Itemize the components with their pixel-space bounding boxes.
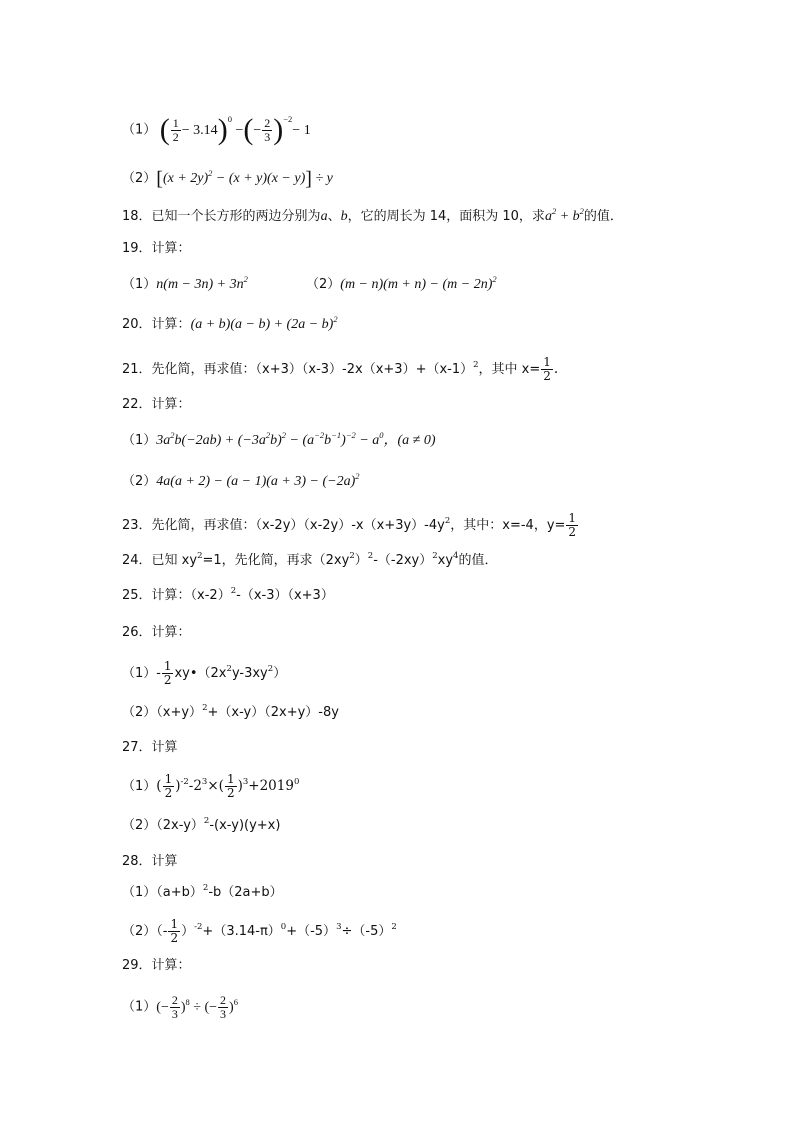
q24: 24．已知 $xy^2=1$，先化简，再求$(2xy^2)^2-(-2xy)^2xy^4$的值． bbox=[122, 551, 498, 568]
q28-part1: $(1)(a+b)^2-b(2a+b)$ bbox=[122, 883, 283, 900]
q28-heading: 28．计算 bbox=[122, 854, 178, 869]
q27-part1: （1）( $\frac{1}{2}$ )$^{-2}-2^3\times$( $\frac{1}{2}$ )$^3+2019^0$ bbox=[122, 772, 300, 800]
q19-part1: $(1)n(m - 3n) + 3n^2$ bbox=[122, 274, 248, 292]
q29-heading: 29．计算： bbox=[122, 958, 191, 973]
q27-part2: $(2)(2x-y)^2-(x-y)(y+x)$ bbox=[122, 816, 281, 833]
q19-part2: $(2)(m - n)(m + n) - (m - 2n)^2$ bbox=[306, 274, 497, 292]
q25: 25．计算：$(x-2)^2-(x-3)(x+3)$ bbox=[122, 586, 334, 603]
q17-part1: （1） ( $\frac{1}{2}$ − 3.14)$^0$ −(− $\frac{2}{3}$ )$^{-2}$− 1 bbox=[122, 112, 311, 146]
q22-part2: $(2)4a(a + 2) - (a - 1)(a + 3) - (-2a)^2$ bbox=[122, 471, 360, 489]
q27-heading: 27．计算 bbox=[122, 740, 178, 755]
fraction: $\frac{1}{2}$ bbox=[543, 355, 551, 383]
q26-part1: （1）- $\frac{1}{2}$ $xy•(2x^2y-3xy^2)$ bbox=[122, 659, 287, 687]
q23: 23．先化简，再求值：$(x-2y)(x-2y)-x(x+3y)-4y^2$，其中：x=-4，y= $\frac{1}{2}$ bbox=[122, 511, 577, 539]
fraction: $\frac{2}{3}$ bbox=[220, 993, 227, 1021]
q17-part2: $(2)[(x + 2y)^2 - (x + y)(x - y)] \div y$ bbox=[122, 167, 333, 190]
q26-heading: 26．计算： bbox=[122, 625, 191, 640]
fraction: $\frac{2}{3}$ bbox=[264, 116, 271, 144]
fraction: $\frac{1}{2}$ bbox=[226, 772, 235, 800]
q19-heading: 19．计算： bbox=[122, 241, 191, 256]
q22-heading: 22．计算： bbox=[122, 397, 191, 412]
q28-part2: （2）（- $\frac{1}{2}$ ）$^{-2}+(3.14-\pi)^0+(-5)^3\div(-5)^2$ bbox=[122, 917, 397, 945]
q21: 21．先化简，再求值：$(x+3)(x-3)-2x(x+3)+(x-1)^2$，其中 x= $\frac{1}{2}$ . bbox=[122, 355, 559, 383]
fraction: $\frac{1}{2}$ bbox=[170, 917, 179, 945]
q26-part2: $(2)(x+y)^2+(x-y)(2x+y)-8y$ bbox=[122, 703, 339, 720]
q22-part1: $(1)3a^2b(-2ab) + (-3a^2b)^2 - (a^{-2}b^{-1})^{-2} - a^0$，(a ≠ 0) bbox=[122, 430, 436, 448]
fraction: $\frac{1}{2}$ bbox=[163, 659, 172, 687]
q18: 18．已知一个长方形的两边分别为a、b，它的周长为 14，面积为 10，求$a^2 + b^2$的值． bbox=[122, 206, 623, 224]
fraction: $\frac{1}{2}$ bbox=[568, 511, 577, 539]
fraction: $\frac{1}{2}$ bbox=[164, 772, 173, 800]
fraction: $\frac{2}{3}$ bbox=[171, 993, 178, 1021]
q29-part1: （1）(− $\frac{2}{3}$ )$^8$ ÷ (− $\frac{2}{3}$ )$^6$ bbox=[122, 993, 238, 1021]
fraction: $\frac{1}{2}$ bbox=[172, 116, 179, 144]
q20: 20．计算：$(a + b)(a - b) + (2a - b)^2$ bbox=[122, 314, 338, 332]
